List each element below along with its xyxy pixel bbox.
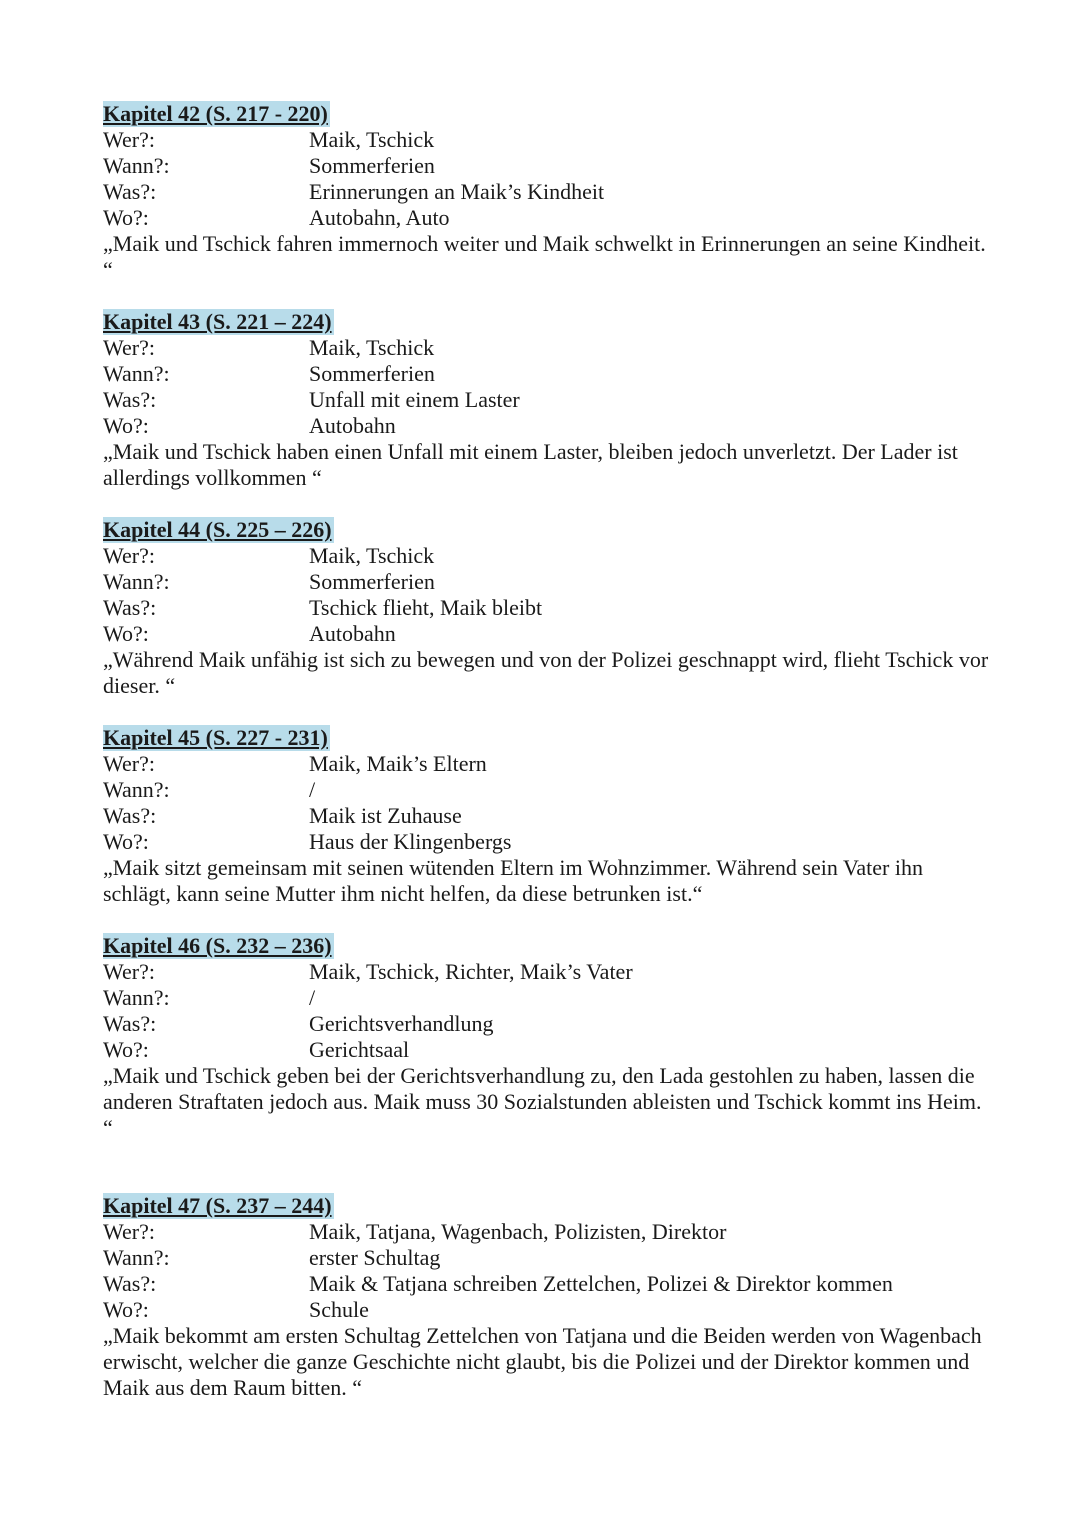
chapter-title: Kapitel 44 (S. 225 – 226) [103,517,332,542]
chapter-summary: „Maik bekommt am ersten Schultag Zettelchen von Tatjana und die Beiden werden von Wagenbach erwischt, welcher die ganze Geschichte nicht glaubt, bis die Polizei und der Direktor kommen und Maik aus dem Raum bitten. “ [103,1323,982,1400]
field-value: Sommerferien [309,153,435,178]
field-value: / [309,777,316,802]
field-label: Was?: [103,803,157,828]
field-label: Wer?: [103,751,155,776]
field-label: Wann?: [103,153,170,178]
field-label: Wer?: [103,335,155,360]
field-was [103,1011,993,1037]
field-label: Was?: [103,387,157,412]
field-was [103,1271,993,1297]
field-value: / [309,985,316,1010]
field-wann [103,777,993,803]
field-value: Autobahn [309,413,396,438]
field-label: Was?: [103,179,157,204]
field-value: Maik, Tschick, Richter, Maik’s Vater [309,959,633,984]
field-label: Wann?: [103,777,170,802]
field-wo [103,829,993,855]
chapter-title: Kapitel 45 (S. 227 - 231) [103,725,328,750]
field-label: Wann?: [103,361,170,386]
chapter-title: Kapitel 47 (S. 237 – 244) [103,1193,332,1218]
field-value: Schule [309,1297,369,1322]
field-label: Was?: [103,1271,157,1296]
field-was [103,387,993,413]
field-label: Wer?: [103,543,155,568]
field-wann [103,153,993,179]
chapter-44 [103,517,993,699]
chapter-title: Kapitel 43 (S. 221 – 224) [103,309,332,334]
field-value: Unfall mit einem Laster [309,387,520,412]
field-label: Was?: [103,1011,157,1036]
field-label: Wo?: [103,829,149,854]
field-value: Maik & Tatjana schreiben Zettelchen, Polizei & Direktor kommen [309,1271,893,1296]
chapter-title: Kapitel 42 (S. 217 - 220) [103,101,328,126]
field-value: Maik ist Zuhause [309,803,462,828]
chapter-summary: „Maik und Tschick geben bei der Gerichtsverhandlung zu, den Lada gestohlen zu haben, lassen die anderen Straftaten jedoch aus. Maik muss 30 Sozialstunden ableisten und Tschick kommt ins Heim. “ [103,1063,982,1140]
chapter-43 [103,309,993,491]
field-wo [103,205,993,231]
field-wer [103,751,993,777]
field-label: Wo?: [103,205,149,230]
field-label: Wann?: [103,1245,170,1270]
field-label: Wo?: [103,621,149,646]
field-was [103,595,993,621]
chapter-summary: „Während Maik unfähig ist sich zu bewegen und von der Polizei geschnappt wird, flieht Tschick vor dieser. “ [103,647,989,698]
field-value: Erinnerungen an Maik’s Kindheit [309,179,605,204]
chapter-46 [103,933,993,1141]
field-wer [103,335,993,361]
field-wo [103,1037,993,1063]
spacer [103,907,993,933]
field-label: Wo?: [103,1037,149,1062]
spacer [103,491,993,517]
chapter-summary: „Maik und Tschick fahren immernoch weiter und Maik schwelkt in Erinnerungen an seine Kindheit. “ [103,231,986,282]
spacer [103,1141,993,1193]
chapter-42 [103,101,993,283]
field-wer [103,127,993,153]
field-wann [103,569,993,595]
field-wann [103,361,993,387]
spacer [103,699,993,725]
chapter-45 [103,725,993,907]
field-value: Tschick flieht, Maik bleibt [309,595,543,620]
field-value: Maik, Tschick [309,335,435,360]
field-label: Wer?: [103,959,155,984]
field-label: Wann?: [103,985,170,1010]
field-wer [103,543,993,569]
field-wann [103,1245,993,1271]
field-value: Autobahn, Auto [309,205,450,230]
field-wer [103,1219,993,1245]
field-wann [103,985,993,1011]
field-value: Maik, Tschick [309,127,435,152]
field-value: Maik, Tschick [309,543,435,568]
field-value: Haus der Klingenbergs [309,829,512,854]
field-wo [103,413,993,439]
field-label: Was?: [103,595,157,620]
chapter-summary: „Maik sitzt gemeinsam mit seinen wütenden Eltern im Wohnzimmer. Während sein Vater ihn schlägt, kann seine Mutter ihm nicht helfen, da diese betrunken ist.“ [103,855,923,906]
field-value: Gerichtsaal [309,1037,410,1062]
field-was [103,803,993,829]
spacer [103,283,993,309]
field-value: erster Schultag [309,1245,441,1270]
field-label: Wer?: [103,127,155,152]
chapter-47 [103,1193,993,1401]
chapter-summary: „Maik und Tschick haben einen Unfall mit einem Laster, bleiben jedoch unverletzt. Der Lader ist allerdings vollkommen “ [103,439,958,490]
field-wo [103,621,993,647]
field-label: Wo?: [103,413,149,438]
field-value: Autobahn [309,621,396,646]
field-was [103,179,993,205]
field-label: Wann?: [103,569,170,594]
field-label: Wo?: [103,1297,149,1322]
field-value: Sommerferien [309,361,435,386]
field-value: Gerichtsverhandlung [309,1011,494,1036]
field-value: Maik, Maik’s Eltern [309,751,487,776]
field-wer [103,959,993,985]
field-value: Sommerferien [309,569,435,594]
field-wo [103,1297,993,1323]
chapter-title: Kapitel 46 (S. 232 – 236) [103,933,332,958]
field-value: Maik, Tatjana, Wagenbach, Polizisten, Direktor [309,1219,727,1244]
document-page [103,101,993,1401]
field-label: Wer?: [103,1219,155,1244]
